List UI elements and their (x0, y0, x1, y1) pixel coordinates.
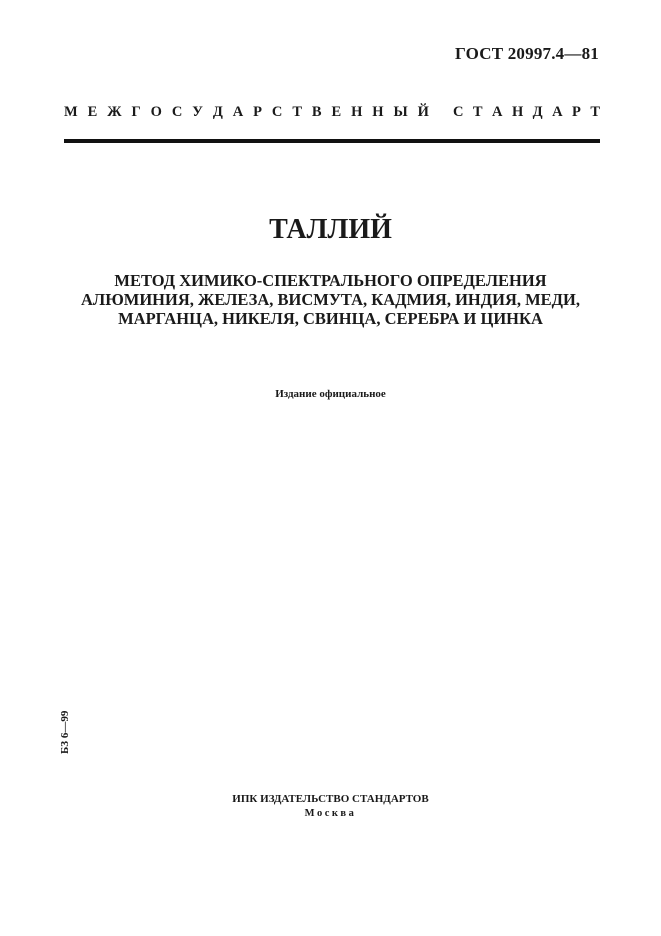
spaced-word-standard: С Т А Н Д А Р Т (453, 104, 600, 120)
side-code: БЗ 6—99 (59, 710, 71, 754)
interstate-standard-heading (64, 104, 600, 121)
edition-note: Издание официальное (275, 388, 386, 400)
document-title: ТАЛЛИЙ (269, 214, 392, 245)
publisher-name: ИПК ИЗДАТЕЛЬСТВО СТАНДАРТОВ (232, 793, 429, 805)
interstate-word (64, 104, 429, 121)
subtitle-line: АЛЮМИНИЯ, ЖЕЛЕЗА, ВИСМУТА, КАДМИЯ, ИНДИЯ, МЕДИ, (80, 290, 580, 309)
subtitle-line: МЕТОД ХИМИКО-СПЕКТРАЛЬНОГО ОПРЕДЕЛЕНИЯ (114, 271, 547, 290)
spaced-word-interstate: М Е Ж Г О С У Д А Р С Т В Е Н Н Ы Й (64, 104, 429, 120)
publisher-city: Москва (304, 808, 357, 819)
document-subtitle (40, 271, 621, 328)
header-divider (64, 139, 600, 143)
subtitle-line: МАРГАНЦА, НИКЕЛЯ, СВИНЦА, СЕРЕБРА И ЦИНКА (118, 309, 543, 328)
standard-word (453, 104, 600, 121)
gost-number: ГОСТ 20997.4—81 (455, 44, 599, 63)
